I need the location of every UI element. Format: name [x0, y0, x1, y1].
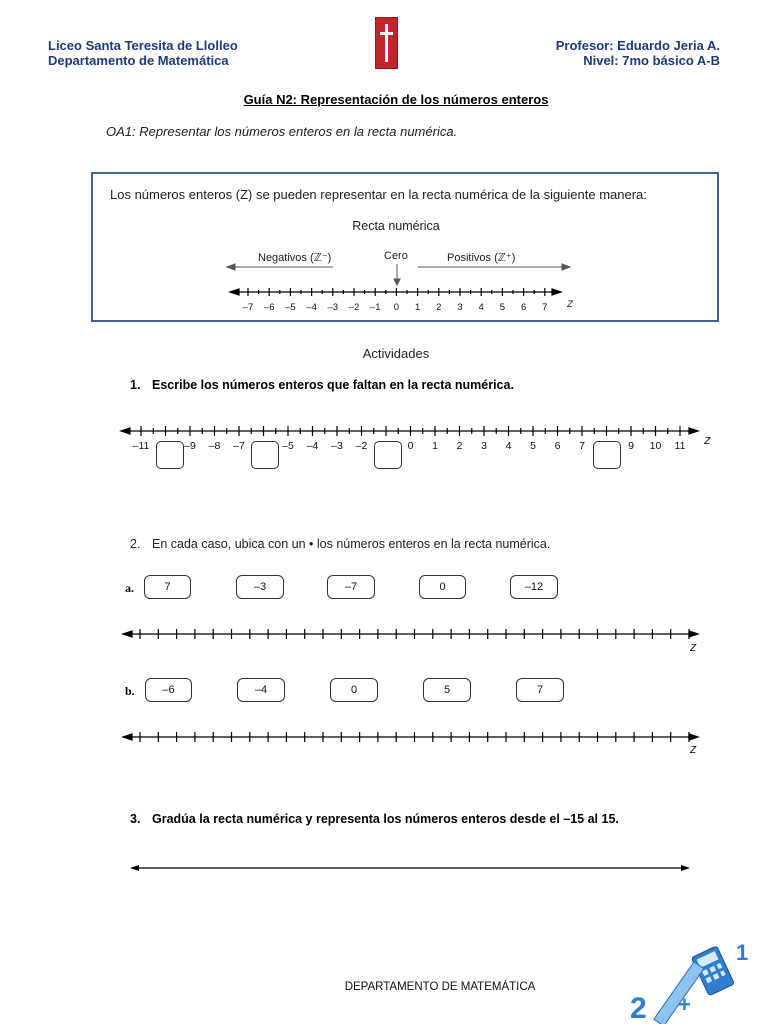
- q1-line-tick-label: 0: [407, 440, 414, 452]
- intro-line-tick-label: 5: [499, 302, 506, 313]
- q2a-axis-symbol: Z: [690, 643, 697, 654]
- q1-line-tick-label: 5: [530, 440, 536, 452]
- q1-number: 1.: [130, 378, 141, 392]
- negatives-label: Negativos (ℤ⁻): [258, 252, 332, 264]
- q1-line-tick-label: –2: [355, 440, 368, 452]
- q1-line-tick-label: –11: [132, 440, 150, 452]
- intro-line-tick-label: –3: [327, 302, 339, 313]
- q2a-letter: a.: [125, 581, 134, 595]
- q2b-chip: –6: [145, 678, 192, 702]
- q1-line-tick-label: 1: [432, 440, 438, 452]
- digit-two-glyph: 2: [630, 992, 647, 1024]
- q2a-chip: –3: [236, 575, 284, 599]
- q1-line-tick-label: –5: [282, 440, 294, 452]
- q1-line-axis-symbol: Z: [704, 435, 711, 447]
- intro-line-tick-label: –2: [348, 302, 360, 313]
- teacher-name: Profesor: Eduardo Jeria A.: [555, 38, 720, 53]
- q1-line-tick-label: 4: [505, 440, 512, 452]
- q1-line-tick-label: 9: [628, 440, 634, 452]
- q2a-chip: 7: [144, 575, 191, 599]
- guide-title: Guía N2: Representación de los números enteros: [243, 92, 549, 107]
- activities-title: Actividades: [362, 346, 430, 361]
- q2b-letter: b.: [125, 684, 135, 698]
- positives-label: Positivos (ℤ⁺): [447, 252, 516, 264]
- q1-line-tick-label: 7: [579, 440, 585, 452]
- q2b-chip: 7: [516, 678, 564, 702]
- q1-line-tick-label: –7: [233, 440, 245, 452]
- q1-line-tick-label: –3: [331, 440, 343, 452]
- intro-caption: Recta numérica: [352, 219, 440, 233]
- q1-line-tick-label: –8: [208, 440, 221, 452]
- zero-label: Cero: [384, 250, 408, 262]
- q1-line-tick-label: 2: [456, 440, 463, 452]
- q2-text: En cada caso, ubica con un • los números enteros en la recta numérica.: [152, 537, 551, 551]
- intro-line-tick-label: 3: [457, 302, 463, 313]
- intro-line-tick-label: –5: [285, 302, 296, 313]
- learning-objective: OA1: Representar los números enteros en la recta numérica.: [106, 124, 458, 139]
- intro-line-tick-label: 7: [542, 302, 548, 313]
- q2b-chip: –4: [237, 678, 285, 702]
- q1-line-tick-label: 3: [481, 440, 487, 452]
- q3-text: Gradúa la recta numérica y representa los números enteros desde el –15 al 15.: [152, 812, 619, 826]
- q2b-chip: 0: [330, 678, 378, 702]
- intro-text: Los números enteros (Z) se pueden representar en la recta numérica de la siguiente manera:: [110, 187, 647, 202]
- intro-line-tick-label: –1: [369, 302, 381, 313]
- intro-line-tick-label: 0: [393, 302, 400, 313]
- plus-sign-glyph: +: [678, 992, 691, 1017]
- intro-line-tick-label: 1: [414, 302, 421, 313]
- intro-line-tick-label: –6: [263, 302, 275, 313]
- intro-line-tick-label: –7: [242, 302, 254, 313]
- q3-number: 3.: [130, 812, 141, 826]
- q1-line-tick-label: 11: [674, 440, 686, 452]
- intro-line-axis-symbol: Z: [567, 299, 573, 310]
- q2a-chip: –12: [510, 575, 558, 599]
- q2-number: 2.: [130, 537, 141, 551]
- q2a-chip: 0: [419, 575, 466, 599]
- course-level: Nivel: 7mo básico A-B: [583, 53, 720, 68]
- school-name: Liceo Santa Teresita de Llolleo: [48, 38, 238, 53]
- q2a-chip: –7: [327, 575, 375, 599]
- footer-department: DEPARTAMENTO DE MATEMÁTICA: [344, 981, 536, 993]
- q2b-chip: 5: [423, 678, 471, 702]
- q1-text: Escribe los números enteros que faltan en la recta numérica.: [152, 378, 514, 392]
- intro-line-tick-label: 2: [436, 302, 442, 313]
- intro-line-tick-label: –4: [306, 302, 317, 313]
- intro-line-tick-label: 6: [520, 302, 527, 313]
- digit-one-glyph: 1: [736, 940, 749, 965]
- intro-line-tick-label: 4: [478, 302, 484, 313]
- q1-line-tick-label: –4: [306, 440, 319, 452]
- q1-line-tick-label: –9: [184, 440, 196, 452]
- q2b-axis-symbol: Z: [690, 745, 697, 756]
- q1-line-tick-label: 6: [554, 440, 561, 452]
- q1-line-tick-label: 10: [649, 440, 662, 452]
- department-name: Departamento de Matemática: [48, 53, 229, 68]
- math-tools-icon: [626, 938, 756, 1024]
